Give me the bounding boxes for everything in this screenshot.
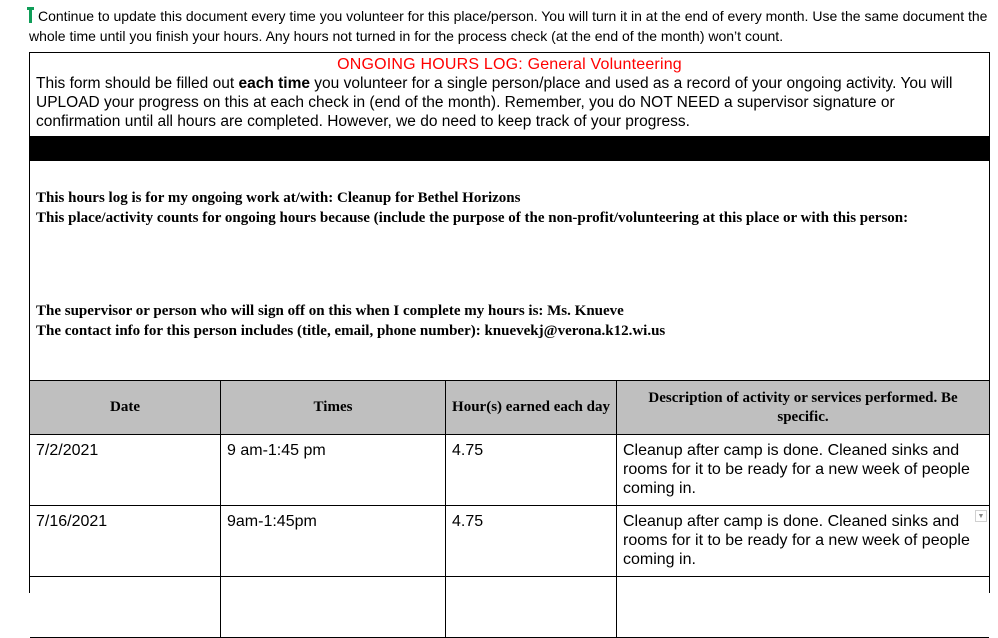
header-hours: Hour(s) earned each day (446, 381, 617, 434)
form-intro (36, 74, 981, 131)
date-cell[interactable] (30, 577, 221, 637)
place-line[interactable]: This hours log is for my ongoing work at/with: Cleanup for Bethel Horizons (36, 190, 521, 206)
divider-band (30, 136, 989, 161)
supervisor-info (36, 302, 981, 341)
intro-text-start: This form should be filled out (36, 75, 239, 92)
purpose-line[interactable]: This place/activity counts for ongoing hours because (include the purpose of the non-profit/volunteering at this place or with this person: (36, 209, 909, 226)
description-cell[interactable]: Cleanup after camp is done. Cleaned sinks and rooms for it to be ready for a new week of people coming in. (623, 442, 970, 497)
description-cell[interactable] (617, 506, 989, 576)
form-title: ONGOING HOURS LOG: General Volunteering (337, 56, 682, 73)
intro-text-emphasis: each time (238, 75, 310, 92)
table-row (30, 435, 989, 506)
intro-text-end: you volunteer for a single person/place and used as a record of your ongoing activity. You will UPLOAD your progress on this at each check in (end of the month). Remember, you do NOT NEED a supervisor signature or confirmation until all hours are completed. However, we do need to keep track of your progress. (36, 75, 953, 130)
header-times: Times (221, 381, 446, 434)
times-cell[interactable]: 9am-1:45pm (221, 506, 446, 576)
table-row (30, 577, 989, 638)
header-date: Date (30, 381, 221, 434)
instruction-note (29, 6, 989, 46)
instruction-text: Continue to update this document every time you volunteer for this place/person. You will turn it in at the end of every month. Use the same document the whole time until you finish your hours. Any hours not turned in for the process check (at the end of the month) won’t count. (29, 8, 988, 44)
description-cell[interactable] (617, 577, 989, 637)
header-description: Description of activity or services performed. Be specific. (648, 389, 958, 425)
date-cell[interactable]: 7/16/2021 (30, 506, 221, 576)
hours-cell[interactable] (446, 577, 617, 637)
text-cursor-icon (29, 7, 32, 23)
supervisor-line[interactable]: The supervisor or person who will sign off on this when I complete my hours is: Ms. Knueve (36, 303, 624, 319)
contact-line[interactable]: The contact info for this person includes (title, email, phone number): knuevekj@verona.k12.wi.us (36, 322, 666, 339)
place-info (36, 189, 981, 228)
hours-cell[interactable]: 4.75 (446, 435, 617, 505)
table-header-row (30, 381, 989, 435)
times-cell[interactable] (221, 577, 446, 637)
hours-cell[interactable]: 4.75 (446, 506, 617, 576)
times-cell[interactable]: 9 am-1:45 pm (221, 435, 446, 505)
dropdown-arrow-icon[interactable]: ▼ (975, 510, 987, 522)
hours-log-form (29, 52, 990, 593)
table-row (30, 506, 989, 577)
date-cell[interactable]: 7/2/2021 (30, 435, 221, 505)
description-text: Cleanup after camp is done. Cleaned sinks and rooms for it to be ready for a new week of people coming in. (623, 513, 970, 568)
hours-table (30, 380, 989, 638)
